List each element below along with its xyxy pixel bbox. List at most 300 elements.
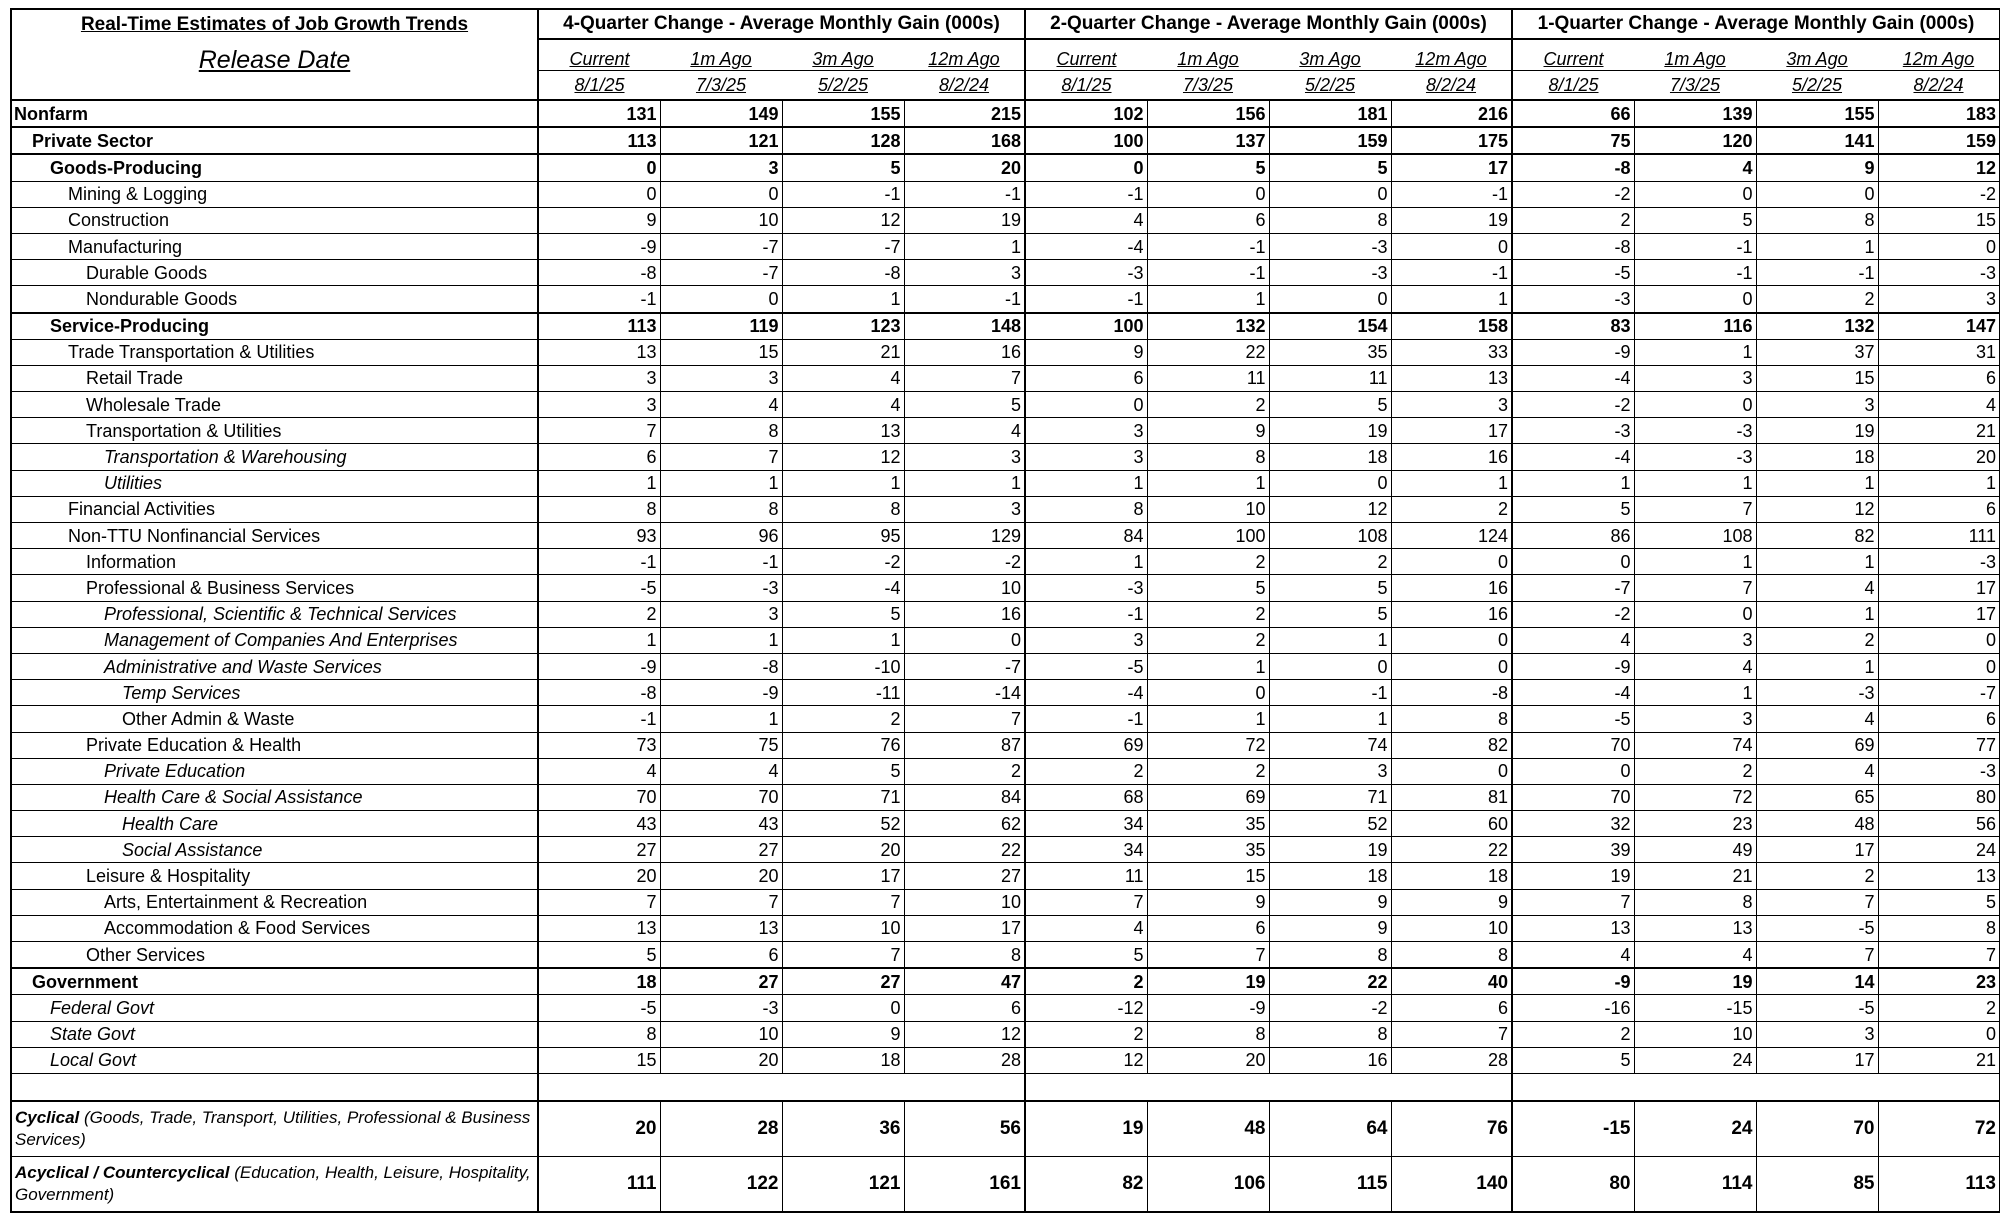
value-cell: 18 [538,968,660,995]
value-cell: 3 [1391,392,1512,418]
row-label: Health Care & Social Assistance [11,784,538,810]
value-cell: -1 [1269,680,1391,706]
value-cell: -3 [1878,549,2000,575]
value-cell: 7 [538,418,660,444]
value-cell: 0 [1512,549,1634,575]
row-label: Information [11,549,538,575]
value-cell: 15 [660,339,782,365]
row-label: Private Sector [11,127,538,154]
value-cell: 19 [1269,418,1391,444]
value-cell: 4 [904,418,1025,444]
value-cell: 7 [1025,889,1147,915]
value-cell: -5 [1025,653,1147,679]
row-label: Arts, Entertainment & Recreation [11,889,538,915]
value-cell: 4 [1512,942,1634,969]
value-cell: 5 [1512,496,1634,522]
spacer-row [11,1073,2000,1101]
value-cell: 21 [1878,418,2000,444]
value-cell: -8 [1391,680,1512,706]
value-cell: 11 [1269,365,1391,391]
value-cell: 3 [1634,627,1756,653]
row-label: Construction [11,207,538,233]
value-cell: 10 [660,1021,782,1047]
value-cell: 1 [1147,706,1269,732]
value-cell: 3 [904,444,1025,470]
value-cell: 19 [1147,968,1269,995]
row-label: Trade Transportation & Utilities [11,339,538,365]
table-row-arts-entertainment-recreation [11,889,2000,915]
value-cell: 70 [660,784,782,810]
value-cell: 13 [538,915,660,941]
value-cell: 20 [1878,444,2000,470]
row-label: Transportation & Warehousing [11,444,538,470]
value-cell: 8 [1634,889,1756,915]
table-row-government [11,968,2000,995]
value-cell: 5 [1147,575,1269,601]
value-cell: 22 [1391,837,1512,863]
value-cell: 27 [660,837,782,863]
value-cell: 0 [1878,627,2000,653]
value-cell: 132 [1147,313,1269,340]
value-cell: 3 [660,365,782,391]
value-cell: -4 [1025,680,1147,706]
value-cell: 1 [1756,653,1878,679]
value-cell: 16 [1269,1047,1391,1073]
value-cell: 3 [1025,627,1147,653]
table-row-temp-services [11,680,2000,706]
row-label: Government [11,968,538,995]
spacer-cell [11,1073,538,1101]
value-cell: 8 [1269,207,1391,233]
value-cell: -1 [1391,260,1512,286]
value-cell: 71 [782,784,904,810]
value-cell: 0 [538,181,660,207]
value-cell: 20 [660,863,782,889]
table-row-trade-transportation-utilities [11,339,2000,365]
value-cell: 2 [1756,286,1878,313]
subheader-1m: 1m Ago [1177,49,1239,69]
value-cell: 20 [538,863,660,889]
value-cell: 20 [660,1047,782,1073]
value-cell: 76 [782,732,904,758]
value-cell: -9 [1147,995,1269,1021]
value-cell: 1 [1634,339,1756,365]
value-cell: 158 [1391,313,1512,340]
value-cell: 4 [1512,627,1634,653]
value-cell: 23 [1878,968,2000,995]
value-cell: 68 [1025,784,1147,810]
aggregate-value-cell: 121 [782,1156,904,1212]
value-cell: 7 [660,444,782,470]
value-cell: -9 [1512,968,1634,995]
value-cell: -2 [782,549,904,575]
value-cell: 8 [782,496,904,522]
release-date-label: Release Date [11,39,538,100]
row-label: Goods-Producing [11,154,538,181]
value-cell: 128 [782,127,904,154]
aggregate-description: (Education, Health, Leisure, Hospitality, Government) [15,1162,531,1204]
date-12m: 8/2/24 [1391,71,1512,101]
value-cell: -2 [1269,995,1391,1021]
value-cell: 4 [782,365,904,391]
value-cell: 1 [1147,653,1269,679]
value-cell: 215 [904,100,1025,127]
row-label: Temp Services [11,680,538,706]
value-cell: -4 [1512,365,1634,391]
value-cell: 17 [1878,601,2000,627]
value-cell: 0 [1269,653,1391,679]
value-cell: 82 [1756,523,1878,549]
subheader-current: Current [538,39,660,71]
value-cell: 70 [1512,784,1634,810]
value-cell: 15 [538,1047,660,1073]
table-row-retail-trade [11,365,2000,391]
value-cell: 6 [1147,915,1269,941]
value-cell: 168 [904,127,1025,154]
aggregate-value-cell: 72 [1878,1101,2000,1157]
aggregate-value-cell: 85 [1756,1156,1878,1212]
subheader-1m: 1m Ago [1664,49,1726,69]
value-cell: 0 [1269,470,1391,496]
value-cell: 87 [904,732,1025,758]
value-cell: 35 [1147,837,1269,863]
row-label: Service-Producing [11,313,538,340]
value-cell: 4 [1756,706,1878,732]
table-row-accommodation-food-services [11,915,2000,941]
value-cell: 8 [1878,915,2000,941]
value-cell: 0 [1391,549,1512,575]
value-cell: 12 [782,207,904,233]
value-cell: -1 [1025,601,1147,627]
value-cell: -8 [538,260,660,286]
value-cell: 6 [1878,365,2000,391]
value-cell: 7 [1756,942,1878,969]
value-cell: 2 [1391,496,1512,522]
value-cell: 3 [904,260,1025,286]
table-row-private-education [11,758,2000,784]
value-cell: 1 [1756,233,1878,259]
value-cell: 2 [1147,392,1269,418]
date-12m: 8/2/24 [904,71,1025,101]
subheader-12m: 12m Ago [1415,49,1487,69]
value-cell: 75 [660,732,782,758]
value-cell: 12 [904,1021,1025,1047]
value-cell: 12 [1269,496,1391,522]
value-cell: -3 [1634,444,1756,470]
value-cell: 35 [1147,811,1269,837]
value-cell: 216 [1391,100,1512,127]
aggregate-value-cell: 82 [1025,1156,1147,1212]
value-cell: 5 [1269,392,1391,418]
value-cell: -3 [1634,418,1756,444]
value-cell: 1 [660,706,782,732]
value-cell: 0 [1878,653,2000,679]
value-cell: 74 [1634,732,1756,758]
value-cell: 5 [904,392,1025,418]
aggregate-value-cell: 161 [904,1156,1025,1212]
value-cell: 18 [1756,444,1878,470]
group-header-2q: 2-Quarter Change - Average Monthly Gain (000s) [1025,9,1512,39]
value-cell: 84 [1025,523,1147,549]
value-cell: 2 [1025,758,1147,784]
value-cell: 1 [1756,470,1878,496]
subheader-12m: 12m Ago [1878,39,2000,71]
table-row-federal-govt [11,995,2000,1021]
row-label: Non-TTU Nonfinancial Services [11,523,538,549]
table-row-professional-scientific-technical-services [11,601,2000,627]
value-cell: 17 [1756,837,1878,863]
row-label: State Govt [11,1021,538,1047]
value-cell: 1 [904,233,1025,259]
value-cell: 139 [1634,100,1756,127]
table-row-utilities [11,470,2000,496]
aggregate-value-cell: 80 [1512,1156,1634,1212]
value-cell: 1 [1391,470,1512,496]
value-cell: 4 [1756,575,1878,601]
table-row-state-govt [11,1021,2000,1047]
aggregate-value-cell: 24 [1634,1101,1756,1157]
value-cell: 108 [1634,523,1756,549]
table-row-professional-business-services [11,575,2000,601]
value-cell: 8 [1391,706,1512,732]
value-cell: -8 [1512,233,1634,259]
value-cell: 5 [1634,207,1756,233]
value-cell: 32 [1512,811,1634,837]
value-cell: 11 [1025,863,1147,889]
value-cell: 13 [660,915,782,941]
value-cell: 100 [1025,127,1147,154]
value-cell: 2 [1147,549,1269,575]
aggregate-value-cell: 19 [1025,1101,1147,1157]
value-cell: 65 [1756,784,1878,810]
value-cell: 28 [1391,1047,1512,1073]
value-cell: -1 [538,549,660,575]
row-label: Mining & Logging [11,181,538,207]
value-cell: 1 [1878,470,2000,496]
value-cell: 0 [660,181,782,207]
aggregate-value-cell: 111 [538,1156,660,1212]
value-cell: 23 [1634,811,1756,837]
value-cell: 0 [1878,233,2000,259]
value-cell: 96 [660,523,782,549]
value-cell: 120 [1634,127,1756,154]
value-cell: 17 [1391,154,1512,181]
value-cell: 2 [1756,863,1878,889]
value-cell: 0 [904,627,1025,653]
value-cell: 7 [904,706,1025,732]
aggregate-name: Cyclical [15,1107,80,1127]
value-cell: 5 [782,154,904,181]
value-cell: 1 [782,470,904,496]
value-cell: 12 [1878,154,2000,181]
aggregate-name: Acyclical / Countercyclical [15,1162,230,1182]
value-cell: 4 [1025,207,1147,233]
row-label: Wholesale Trade [11,392,538,418]
value-cell: 2 [1147,758,1269,784]
value-cell: 0 [1756,181,1878,207]
spacer-cell [538,1073,1025,1101]
value-cell: 9 [1025,339,1147,365]
value-cell: 119 [660,313,782,340]
value-cell: -10 [782,653,904,679]
value-cell: 34 [1025,837,1147,863]
value-cell: -9 [538,653,660,679]
value-cell: 80 [1878,784,2000,810]
table-row-health-care-social-assistance [11,784,2000,810]
value-cell: 113 [538,127,660,154]
table-row-other-admin-waste [11,706,2000,732]
value-cell: 5 [1269,601,1391,627]
value-cell: 1 [538,627,660,653]
value-cell: -7 [1512,575,1634,601]
value-cell: -8 [538,680,660,706]
value-cell: 0 [1391,627,1512,653]
value-cell: 2 [1512,207,1634,233]
aggregate-value-cell: 70 [1756,1101,1878,1157]
value-cell: 19 [1756,418,1878,444]
value-cell: 0 [660,286,782,313]
value-cell: -4 [1025,233,1147,259]
table-row-other-services [11,942,2000,969]
value-cell: 7 [782,942,904,969]
value-cell: 19 [1634,968,1756,995]
value-cell: 0 [1147,680,1269,706]
aggregate-value-cell: 114 [1634,1156,1756,1212]
value-cell: 8 [1756,207,1878,233]
value-cell: 1 [904,470,1025,496]
value-cell: -1 [1025,706,1147,732]
value-cell: 4 [782,392,904,418]
value-cell: -7 [1878,680,2000,706]
row-label: Transportation & Utilities [11,418,538,444]
value-cell: 21 [782,339,904,365]
value-cell: 1 [1147,286,1269,313]
value-cell: 5 [1512,1047,1634,1073]
value-cell: 3 [1634,365,1756,391]
value-cell: 15 [1756,365,1878,391]
value-cell: 72 [1634,784,1756,810]
value-cell: 148 [904,313,1025,340]
value-cell: 7 [904,365,1025,391]
table-row-service-producing [11,313,2000,340]
value-cell: 9 [1269,915,1391,941]
value-cell: 1 [1634,470,1756,496]
value-cell: 3 [1025,418,1147,444]
value-cell: 17 [1756,1047,1878,1073]
value-cell: 6 [1147,207,1269,233]
value-cell: 6 [1391,995,1512,1021]
value-cell: 7 [1512,889,1634,915]
value-cell: 40 [1391,968,1512,995]
value-cell: 11 [1147,365,1269,391]
spacer-cell [1025,1073,1512,1101]
value-cell: 149 [660,100,782,127]
value-cell: 0 [1025,392,1147,418]
date-3m: 5/2/25 [1756,71,1878,101]
row-label: Nondurable Goods [11,286,538,313]
value-cell: 22 [904,837,1025,863]
value-cell: -1 [782,181,904,207]
value-cell: 70 [538,784,660,810]
value-cell: 27 [904,863,1025,889]
value-cell: -7 [782,233,904,259]
subheader-current: Current [1512,39,1634,71]
value-cell: 3 [1634,706,1756,732]
value-cell: 155 [1756,100,1878,127]
value-cell: -5 [538,995,660,1021]
value-cell: 8 [660,496,782,522]
value-cell: 1 [1147,470,1269,496]
value-cell: 2 [1512,1021,1634,1047]
value-cell: 19 [1391,207,1512,233]
value-cell: 34 [1025,811,1147,837]
value-cell: -2 [904,549,1025,575]
value-cell: 3 [1756,392,1878,418]
aggregate-value-cell: 36 [782,1101,904,1157]
value-cell: 2 [1269,549,1391,575]
value-cell: 21 [1878,1047,2000,1073]
row-label: Professional & Business Services [11,575,538,601]
value-cell: 7 [1756,889,1878,915]
value-cell: 24 [1878,837,2000,863]
value-cell: -1 [1025,286,1147,313]
value-cell: 35 [1269,339,1391,365]
value-cell: 4 [1025,915,1147,941]
value-cell: 69 [1147,784,1269,810]
group-header-4q: 4-Quarter Change - Average Monthly Gain (000s) [538,9,1025,39]
value-cell: 82 [1391,732,1512,758]
value-cell: 4 [660,758,782,784]
value-cell: 56 [1878,811,2000,837]
value-cell: -3 [660,995,782,1021]
value-cell: 3 [538,392,660,418]
value-cell: 4 [660,392,782,418]
value-cell: 10 [660,207,782,233]
table-row-management-of-companies-and-enterprises [11,627,2000,653]
row-label: Utilities [11,470,538,496]
date-current: 8/1/25 [1512,71,1634,101]
value-cell: 100 [1147,523,1269,549]
subheader-3m: 3m Ago [812,49,874,69]
value-cell: 2 [538,601,660,627]
row-label: Manufacturing [11,233,538,259]
value-cell: 52 [782,811,904,837]
aggregate-row-acyclical-countercyclical [11,1156,2000,1212]
value-cell: 8 [1025,496,1147,522]
value-cell: 16 [1391,444,1512,470]
value-cell: 141 [1756,127,1878,154]
value-cell: 81 [1391,784,1512,810]
value-cell: 1 [660,627,782,653]
value-cell: 6 [538,444,660,470]
date-12m: 8/2/24 [1878,71,2000,101]
aggregate-value-cell: 140 [1391,1156,1512,1212]
value-cell: 1 [1269,706,1391,732]
value-cell: 9 [1147,418,1269,444]
value-cell: -1 [1634,233,1756,259]
value-cell: 154 [1269,313,1391,340]
value-cell: 137 [1147,127,1269,154]
value-cell: 1 [1756,549,1878,575]
value-cell: 8 [1391,942,1512,969]
value-cell: -7 [660,260,782,286]
value-cell: 52 [1269,811,1391,837]
value-cell: 69 [1025,732,1147,758]
value-cell: 5 [1269,575,1391,601]
value-cell: 116 [1634,313,1756,340]
value-cell: 7 [1634,575,1756,601]
value-cell: 13 [1391,365,1512,391]
